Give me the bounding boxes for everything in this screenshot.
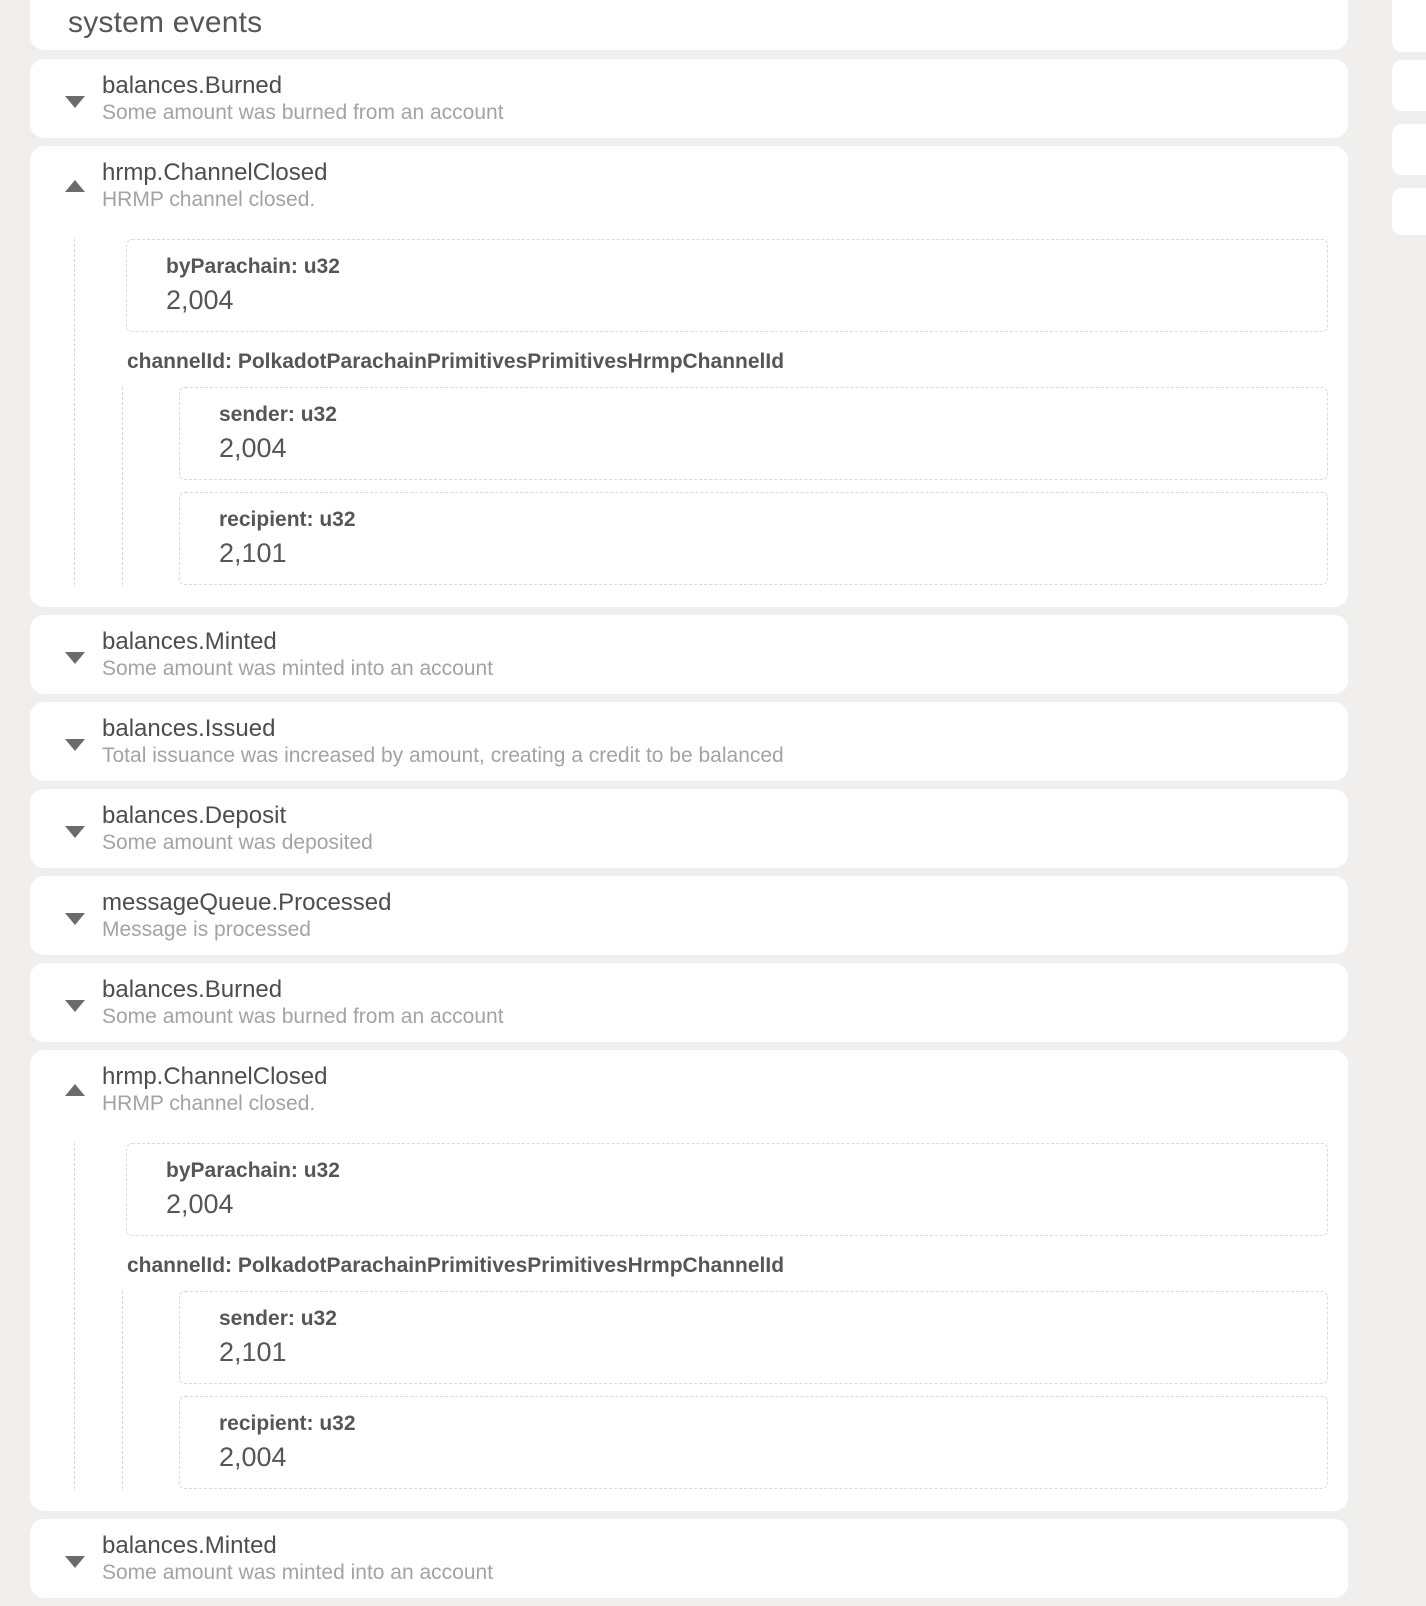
chevron-down-icon[interactable] xyxy=(65,652,85,664)
event-description: Some amount was minted into an account xyxy=(102,657,494,680)
event-description: Some amount was minted into an account xyxy=(102,1561,494,1584)
right-rail-card xyxy=(1392,124,1426,175)
event-card xyxy=(30,1519,1348,1598)
event-params xyxy=(30,225,1348,607)
event-titles xyxy=(102,1062,1328,1116)
right-rail-card xyxy=(1392,60,1426,111)
right-rail xyxy=(1392,0,1426,300)
param-tree-level-2 xyxy=(122,387,1328,585)
chevron-down-icon[interactable] xyxy=(65,1000,85,1012)
event-card xyxy=(30,146,1348,607)
chevron-up-icon[interactable] xyxy=(65,180,85,192)
event-name: balances.Minted xyxy=(102,628,277,655)
param-box xyxy=(179,1396,1328,1489)
event-description: Some amount was deposited xyxy=(102,831,373,854)
param-box xyxy=(126,239,1328,332)
event-card xyxy=(30,1050,1348,1511)
param-label: recipient: u32 xyxy=(219,1412,356,1435)
event-description: Some amount was burned from an account xyxy=(102,101,504,124)
events-list xyxy=(30,59,1348,1598)
param-label: byParachain: u32 xyxy=(166,1159,340,1182)
event-description: Total issuance was increased by amount, creating a credit to be balanced xyxy=(102,744,784,767)
events-panel xyxy=(30,0,1348,1606)
chevron-down-icon[interactable] xyxy=(65,826,85,838)
chevron-down-icon[interactable] xyxy=(65,913,85,925)
event-name: balances.Issued xyxy=(102,715,276,742)
param-value: 2,004 xyxy=(166,1189,234,1219)
event-expander-header[interactable] xyxy=(30,789,1348,868)
param-label: recipient: u32 xyxy=(219,508,356,531)
chevron-down-icon[interactable] xyxy=(65,96,85,108)
event-titles xyxy=(102,714,1328,768)
event-name: balances.Minted xyxy=(102,1532,277,1559)
event-expander-header[interactable] xyxy=(30,146,1348,225)
event-expander-header[interactable] xyxy=(30,615,1348,694)
event-expander-header[interactable] xyxy=(30,702,1348,781)
event-titles xyxy=(102,801,1328,855)
event-name: balances.Burned xyxy=(102,72,283,99)
event-description: HRMP channel closed. xyxy=(102,1092,316,1115)
event-name: hrmp.ChannelClosed xyxy=(102,1063,328,1090)
param-value: 2,004 xyxy=(166,285,234,315)
param-value: 2,004 xyxy=(219,433,287,463)
event-titles xyxy=(102,1531,1328,1585)
param-box xyxy=(179,492,1328,585)
event-card xyxy=(30,702,1348,781)
chevron-up-icon[interactable] xyxy=(65,1084,85,1096)
event-titles xyxy=(102,158,1328,212)
param-label: sender: u32 xyxy=(219,1307,337,1330)
event-card xyxy=(30,59,1348,138)
param-box xyxy=(179,387,1328,480)
event-card xyxy=(30,789,1348,868)
event-card xyxy=(30,615,1348,694)
page-title: system events xyxy=(68,6,263,39)
event-titles xyxy=(102,71,1328,125)
event-expander-header[interactable] xyxy=(30,1050,1348,1129)
event-expander-header[interactable] xyxy=(30,1519,1348,1598)
param-tree-level-2 xyxy=(122,1291,1328,1489)
event-titles xyxy=(102,888,1328,942)
panel-header xyxy=(30,0,1348,50)
param-group-label: channelId: PolkadotParachainPrimitivesPrimitivesHrmpChannelId xyxy=(127,1254,785,1277)
param-value: 2,004 xyxy=(219,1442,287,1472)
event-expander-header[interactable] xyxy=(30,59,1348,138)
event-description: HRMP channel closed. xyxy=(102,188,316,211)
right-rail-card xyxy=(1392,188,1426,235)
chevron-down-icon[interactable] xyxy=(65,739,85,751)
param-tree-level-1 xyxy=(74,1143,1328,1489)
event-description: Message is processed xyxy=(102,918,311,941)
event-description: Some amount was burned from an account xyxy=(102,1005,504,1028)
param-group-label: channelId: PolkadotParachainPrimitivesPrimitivesHrmpChannelId xyxy=(127,350,785,373)
event-name: balances.Burned xyxy=(102,976,283,1003)
event-params xyxy=(30,1129,1348,1511)
event-titles xyxy=(102,627,1328,681)
event-card xyxy=(30,963,1348,1042)
event-expander-header[interactable] xyxy=(30,963,1348,1042)
chevron-down-icon[interactable] xyxy=(65,1556,85,1568)
event-name: messageQueue.Processed xyxy=(102,889,392,916)
param-box xyxy=(126,1143,1328,1236)
param-value: 2,101 xyxy=(219,1337,287,1367)
event-card xyxy=(30,876,1348,955)
param-value: 2,101 xyxy=(219,538,287,568)
event-titles xyxy=(102,975,1328,1029)
event-name: hrmp.ChannelClosed xyxy=(102,159,328,186)
param-tree-level-1 xyxy=(74,239,1328,585)
right-rail-card xyxy=(1392,0,1426,52)
event-name: balances.Deposit xyxy=(102,802,287,829)
param-label: byParachain: u32 xyxy=(166,255,340,278)
param-label: sender: u32 xyxy=(219,403,337,426)
param-box xyxy=(179,1291,1328,1384)
event-expander-header[interactable] xyxy=(30,876,1348,955)
